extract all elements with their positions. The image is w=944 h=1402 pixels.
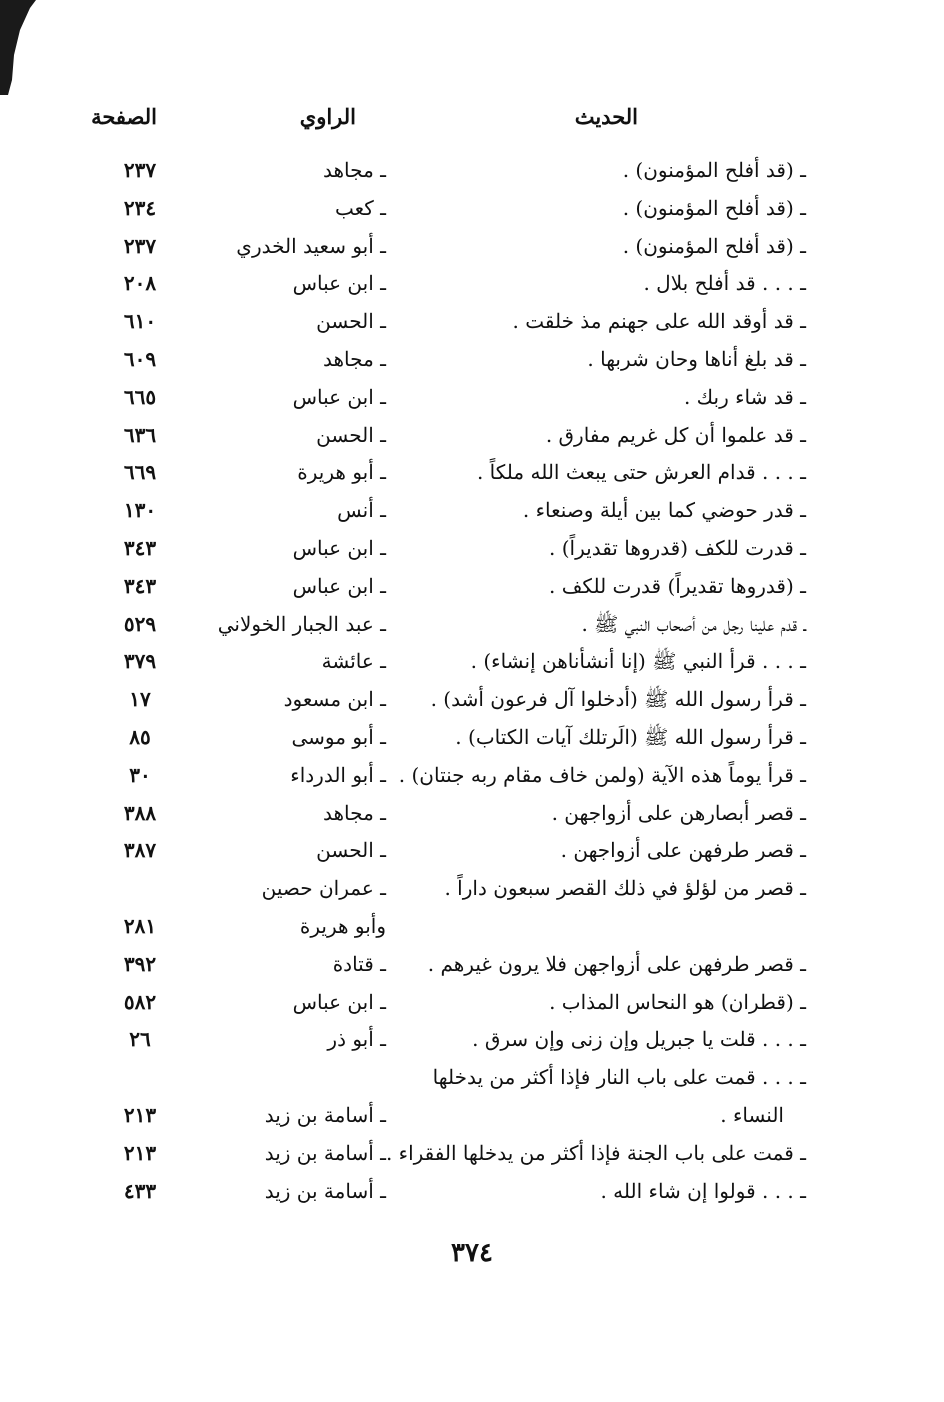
narrator-name: ـ أسامة بن زيد <box>264 1178 386 1203</box>
narrator-name: ـ أسامة بن زيد <box>264 1140 386 1165</box>
table-row <box>0 608 944 646</box>
narrator-name: ـ ابن عباس <box>292 989 386 1014</box>
narrator-name: ـ قتادة <box>332 951 386 976</box>
page-ref: ٦٣٦ <box>123 422 157 447</box>
narrator-name: ـ أبو الدرداء <box>290 762 386 787</box>
table-row <box>0 797 944 835</box>
table-row <box>0 834 944 872</box>
narrator-name: ـ كعب <box>334 195 386 220</box>
table-row <box>0 721 944 759</box>
table-row <box>0 1023 944 1061</box>
hadith-text: ـ قصر طرفهن على أزواجهن . <box>560 838 806 863</box>
page-ref: ١٧ <box>129 687 151 712</box>
page-ref: ٢٦ <box>129 1027 151 1052</box>
hadith-text: ـ قصر أبصارهن على أزواجهن . <box>551 800 806 825</box>
table-row <box>0 192 944 230</box>
table-row <box>0 456 944 494</box>
hadith-text: ـ قدم علينا رجل من أصحاب النبي ﷺ . <box>581 611 806 636</box>
narrator-name: ـ عائشة <box>321 649 386 674</box>
hadith-text: ـ قرأ يوماً هذه الآية (ولمن خاف مقام ربه جنتان) . <box>398 762 806 787</box>
table-row <box>0 343 944 381</box>
narrator-name: ـ الحسن <box>316 838 386 863</box>
narrator-name: ـ ابن عباس <box>292 536 386 560</box>
page-ref: ٥٢٩ <box>123 611 157 636</box>
hadith-text: ـ (قد أفلح المؤمنون) . <box>622 158 806 182</box>
hadith-text: ـ قد علموا أن كل غريم مفارق . <box>545 422 806 447</box>
narrator-name: ـ عبد الجبار الخولاني <box>217 611 386 636</box>
narrator-name: ـ عمران حصين <box>261 876 386 901</box>
table-row <box>0 683 944 721</box>
page-ref: ٦٠٩ <box>123 347 157 371</box>
page-ref: ٢١٣ <box>123 1140 157 1165</box>
page-ref: ٢٠٨ <box>123 271 157 296</box>
hadith-text: ـ (قدروها تقديراً) قدرت للكف . <box>549 573 806 598</box>
hadith-text: ـ (قد أفلح المؤمنون) . <box>622 233 806 258</box>
header-page: الصفحة <box>91 104 157 129</box>
hadith-text: ـ قرأ رسول الله ﷺ (أدخلوا آل فرعون أشد) . <box>430 687 806 712</box>
hadith-text: ـ . . . قمت على باب النار فإذا أكثر من يدخلها <box>432 1065 806 1090</box>
narrator-name: ـ ابن عباس <box>292 384 386 409</box>
page-ref: ٣٧٩ <box>123 649 157 674</box>
page-ref: ٢٣٤ <box>123 195 157 220</box>
page-ref: ٣٨٧ <box>123 838 157 863</box>
header-narrator: الراوي <box>299 104 356 129</box>
hadith-text: ـ . . . قدام العرش حتى يبعث الله ملكاً . <box>476 460 806 485</box>
table-row <box>0 910 944 948</box>
hadith-text: ـ قد بلغ أناها وحان شربها . <box>587 347 806 371</box>
page-ref: ٣٤٣ <box>123 573 157 598</box>
hadith-text: ـ قد أوقد الله على جهنم مذ خلقت . <box>512 309 806 334</box>
page-ref: ٤٣٣ <box>123 1178 157 1203</box>
narrator-name: ـ أبو سعيد الخدري <box>236 233 386 258</box>
table-row <box>0 532 944 570</box>
hadith-text: ـ (قطران) هو النحاس المذاب . <box>549 989 806 1014</box>
hadith-text: ـ . . . قولوا إن شاء الله . <box>600 1178 806 1203</box>
narrator-name: ـ أبو موسى <box>291 725 386 749</box>
page-ref: ٦٦٩ <box>123 460 157 485</box>
table-row <box>0 645 944 683</box>
page-ref: ٢٣٧ <box>123 158 157 182</box>
table-row <box>0 494 944 532</box>
hadith-text: ـ . . . قرأ النبي ﷺ (إنا أنشأناهن إنشاء) . <box>470 649 806 674</box>
table-row <box>0 948 944 986</box>
table-row <box>0 154 944 192</box>
narrator-name: ـ مجاهد <box>323 158 386 182</box>
page-ref: ٢٨١ <box>123 914 157 938</box>
page-number: ٣٧٤ <box>451 1238 493 1268</box>
table-row <box>0 381 944 419</box>
page-ref: ٣٤٣ <box>123 536 157 560</box>
hadith-text: ـ . . . قد أفلح بلال . <box>643 271 806 296</box>
page-ref: ٦٦٥ <box>123 384 157 409</box>
narrator-name: ـ الحسن <box>316 309 386 334</box>
hadith-text: ـ قد شاء ربك . <box>683 384 806 409</box>
narrator-name: ـ أبو ذر <box>327 1027 386 1052</box>
page-ref: ٥٨٢ <box>123 989 157 1014</box>
table-row <box>0 230 944 268</box>
hadith-text: ـ قصر طرفهن على أزواجهن فلا يرون غيرهم . <box>427 951 806 976</box>
narrator-name: ـ ابن عباس <box>292 573 386 598</box>
hadith-text: ـ قمت على باب الجنة فإذا أكثر من يدخلها الفقراء . <box>385 1140 806 1165</box>
narrator-name: ـ ابن مسعود <box>283 687 386 712</box>
page-ref: ٦١٠ <box>123 309 157 334</box>
table-row <box>0 1099 944 1137</box>
page-ref: ٣٩٢ <box>123 951 157 976</box>
page-ref: ٣٨٨ <box>123 800 157 825</box>
narrator-name: ـ مجاهد <box>323 800 386 825</box>
hadith-text: ـ قرأ رسول الله ﷺ (الَرتلك آيات الكتاب) . <box>455 725 806 749</box>
table-row <box>0 986 944 1024</box>
narrator-name: ـ ابن عباس <box>292 271 386 296</box>
table-row <box>0 267 944 305</box>
narrator-name: ـ أبو هريرة <box>297 460 386 485</box>
table-row <box>0 759 944 797</box>
table-row <box>0 872 944 910</box>
header-hadith: الحديث <box>574 104 638 129</box>
hadith-text: ـ قدر حوضي كما بين أيلة وصنعاء . <box>522 498 806 523</box>
narrator-name: ـ الحسن <box>316 422 386 447</box>
hadith-text: ـ . . . قلت يا جبريل وإن زنى وإن سرق . <box>472 1027 806 1052</box>
narrator-name: وأبو هريرة <box>299 914 386 938</box>
table-row <box>0 419 944 457</box>
narrator-name: ـ أسامة بن زيد <box>264 1103 386 1127</box>
hadith-text: ـ قدرت للكف (قدروها تقديراً) . <box>549 536 806 560</box>
narrator-name: ـ أنس <box>337 498 386 523</box>
hadith-text: ـ (قد أفلح المؤمنون) . <box>622 195 806 220</box>
hadith-text: النساء . <box>720 1103 784 1127</box>
table-row <box>0 1061 944 1099</box>
page-ref: ١٣٠ <box>123 498 157 523</box>
table-row <box>0 305 944 343</box>
page-ref: ٣٠ <box>129 762 151 787</box>
narrator-name: ـ مجاهد <box>323 347 386 371</box>
hadith-text: ـ قصر من لؤلؤ في ذلك القصر سبعون داراً . <box>444 876 806 901</box>
table-row <box>0 1175 944 1213</box>
page-ref: ٢٣٧ <box>123 233 157 258</box>
table-row <box>0 570 944 608</box>
page-ref: ٨٥ <box>129 725 151 749</box>
table-row <box>0 1137 944 1175</box>
page-ref: ٢١٣ <box>123 1103 157 1127</box>
